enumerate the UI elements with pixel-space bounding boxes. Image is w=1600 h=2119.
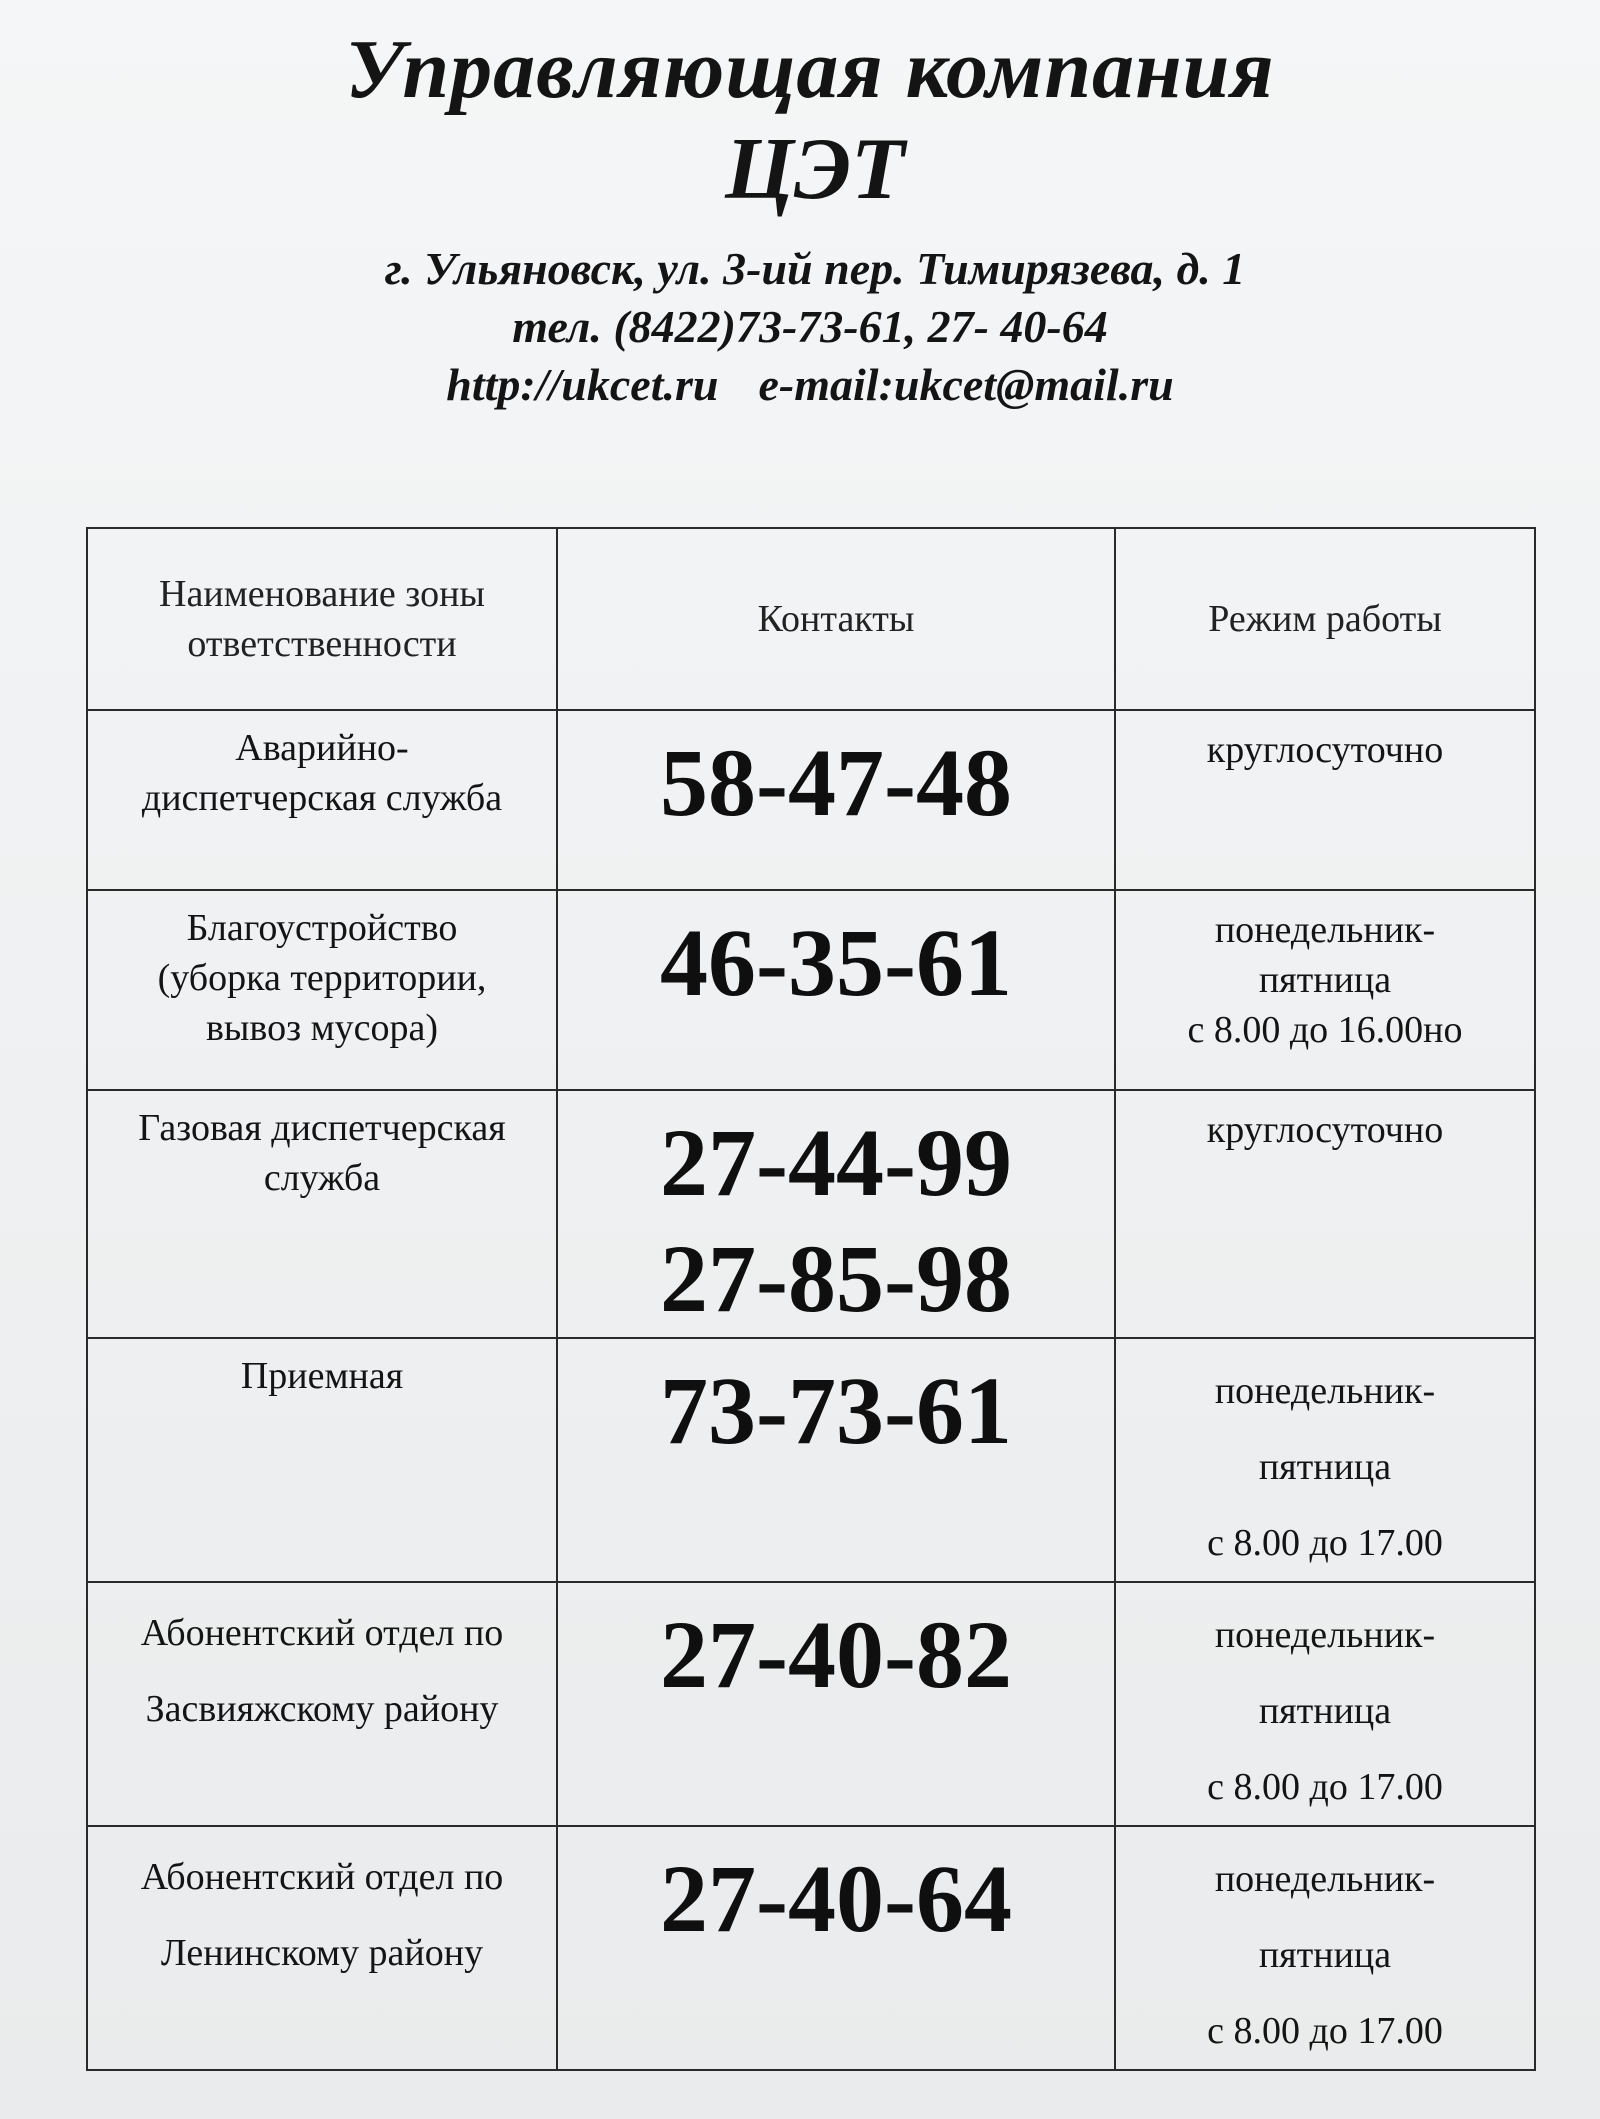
hours-cell xyxy=(1115,1338,1535,1582)
phone-number[interactable]: 58-47-48 xyxy=(660,729,1012,836)
phone-number[interactable]: 27-40-82 xyxy=(660,1601,1012,1708)
company-phones: тел. (8422)73-73-61, 27- 40-64 xyxy=(512,301,1108,352)
hours-line: с 8.00 до 17.00 xyxy=(1207,1766,1443,1808)
phone-cell xyxy=(557,710,1115,890)
header-hours: Режим работы xyxy=(1115,528,1535,710)
phone-number[interactable]: 73-73-61 xyxy=(660,1357,1012,1464)
table-row xyxy=(87,710,1535,890)
phone-cell xyxy=(557,1090,1115,1338)
hours-line: с 8.00 до 16.00но xyxy=(1187,1009,1463,1051)
zone-cell xyxy=(87,1090,557,1338)
header-zone xyxy=(87,528,557,710)
hours-line: круглосуточно xyxy=(1206,729,1444,771)
hours-line: понедельник- xyxy=(1214,1370,1436,1412)
phone-number[interactable]: 27-44-99 xyxy=(660,1109,1012,1216)
table-row xyxy=(87,1582,1535,1826)
zone-line: диспетчерская служба xyxy=(141,777,503,819)
table-row xyxy=(87,1338,1535,1582)
phone-number[interactable]: 27-40-64 xyxy=(660,1845,1012,1952)
company-web-contacts xyxy=(0,356,1600,414)
table-header-row xyxy=(87,528,1535,710)
document-header xyxy=(0,20,1600,414)
zone-cell xyxy=(87,890,557,1090)
zone-line: служба xyxy=(263,1157,381,1199)
zone-line: Абонентский отдел по xyxy=(140,1856,504,1898)
zone-line: Абонентский отдел по xyxy=(140,1612,504,1654)
zone-line: (уборка территории, xyxy=(157,957,487,999)
table-row xyxy=(87,1090,1535,1338)
contacts-table xyxy=(86,527,1536,2071)
hours-cell xyxy=(1115,890,1535,1090)
phone-cell xyxy=(557,1338,1115,1582)
phone-number[interactable]: 46-35-61 xyxy=(660,909,1012,1016)
zone-line: вывоз мусора) xyxy=(205,1007,439,1049)
zone-line: Аварийно- xyxy=(235,727,409,769)
company-name: ЦЭТ xyxy=(725,121,905,218)
zone-line: Газовая диспетчерская xyxy=(138,1107,506,1149)
zone-line: Засвияжскому району xyxy=(145,1688,499,1730)
header-zone-line: Наименование зоны xyxy=(159,573,485,615)
website-link[interactable]: http://ukcet.ru xyxy=(446,359,719,410)
company-address: г. Ульяновск, ул. 3-ий пер. Тимирязева, д. 1 xyxy=(384,243,1246,294)
phone-number[interactable]: 27-85-98 xyxy=(660,1225,1012,1332)
zone-line: Ленинскому району xyxy=(160,1932,484,1974)
zone-cell xyxy=(87,1582,557,1826)
table-row xyxy=(87,1826,1535,2070)
hours-cell xyxy=(1115,1582,1535,1826)
zone-line: Благоустройство xyxy=(186,907,458,949)
header-contacts: Контакты xyxy=(557,528,1115,710)
header-zone-line: ответственности xyxy=(187,623,457,665)
email-link[interactable]: e-mail:ukcet@mail.ru xyxy=(758,359,1174,410)
hours-line: пятница xyxy=(1258,1446,1392,1488)
hours-cell xyxy=(1115,1090,1535,1338)
zone-cell xyxy=(87,1338,557,1582)
hours-cell xyxy=(1115,710,1535,890)
hours-line: с 8.00 до 17.00 xyxy=(1207,2010,1443,2052)
zone-cell xyxy=(87,710,557,890)
company-title: Управляющая компания xyxy=(345,23,1275,116)
phone-cell xyxy=(557,1582,1115,1826)
hours-cell xyxy=(1115,1826,1535,2070)
table-row xyxy=(87,890,1535,1090)
hours-line: пятница xyxy=(1258,1690,1392,1732)
phone-cell xyxy=(557,890,1115,1090)
hours-line: с 8.00 до 17.00 xyxy=(1207,1522,1443,1564)
hours-line: круглосуточно xyxy=(1206,1109,1444,1151)
hours-line: понедельник- xyxy=(1214,1858,1436,1900)
hours-line: пятница xyxy=(1258,959,1392,1001)
hours-line: пятница xyxy=(1258,1934,1392,1976)
hours-line: понедельник- xyxy=(1214,1614,1436,1656)
hours-line: понедельник- xyxy=(1214,909,1436,951)
zone-line: Приемная xyxy=(240,1355,404,1397)
zone-cell xyxy=(87,1826,557,2070)
phone-cell xyxy=(557,1826,1115,2070)
